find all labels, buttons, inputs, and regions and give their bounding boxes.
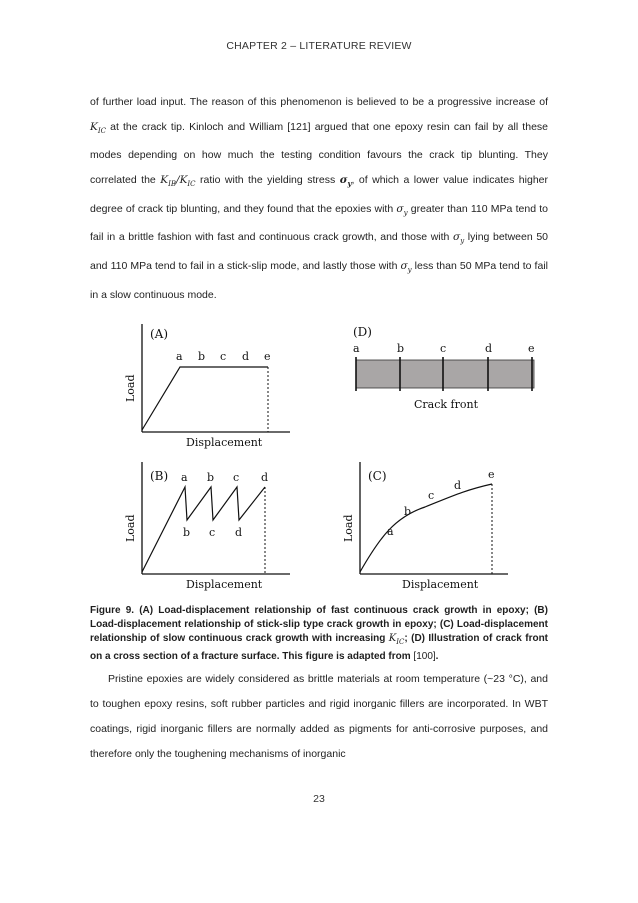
text-run: greater than 110 MPa tend to fail in a brittle fashion with fast and continuous crack growth, and those with (90, 202, 549, 244)
body-paragraph-1 (90, 90, 548, 307)
math-slash: / (176, 173, 180, 186)
panel-a-label-d: d (242, 350, 250, 363)
text-run: , of which a lower value indicates higher degree of crack tip blunting, and they found that the epoxies with (90, 173, 548, 215)
math-sigma-y: $\sigma_y$ (400, 259, 412, 275)
crack-front-label: Crack front (414, 398, 479, 411)
panel-b-label-b-bottom: b (183, 526, 191, 539)
panel-a-label-a: a (176, 350, 183, 363)
text-run: ratio with the yielding stress (195, 173, 340, 186)
panel-a-tag: (A) (150, 327, 169, 341)
panel-d-label-a: a (353, 342, 360, 355)
figure-9-svg (90, 312, 548, 597)
panel-c-label-c: c (428, 489, 435, 502)
panel-d (353, 325, 535, 411)
panel-b-label-d-top: d (261, 471, 269, 484)
panel-c-tag: (C) (368, 469, 387, 483)
panel-b-tag: (B) (150, 469, 169, 483)
panel-b-label-b-top: b (207, 471, 215, 484)
panel-a-label-b: b (198, 350, 206, 363)
panel-c-label-a: a (387, 525, 394, 538)
panel-a-label-c: c (220, 350, 227, 363)
figure-9 (90, 312, 548, 597)
crack-front-bar (356, 360, 534, 388)
math-sigma-y: $\sigma_y$ (453, 231, 465, 246)
panel-c-label-d: d (454, 479, 462, 492)
caption-text: ; (D) Illustration of crack front on a cross section of a fracture surface. This figure is adapted from (90, 633, 549, 662)
panel-b-ylabel: Load (124, 514, 137, 542)
caption-text: . (435, 650, 439, 662)
math-k-ic: $K_{IC}$ (90, 120, 106, 135)
panel-c-xlabel: Displacement (402, 578, 479, 591)
panel-b-label-a: a (181, 471, 188, 484)
panel-a-xlabel: Displacement (186, 436, 263, 449)
caption-math-k-ic: $K_{IC}$ (388, 633, 405, 647)
text-run: of further load input. The reason of this phenomenon is believed to be a progressive increase of (90, 96, 548, 108)
paragraph-2-text: Pristine epoxies are widely considered as brittle materials at room temperature (~23 °C), and to toughen epoxy resins, soft rubber particles and rigid inorganic fillers are incorporated. In WBT coatings, rigid inorganic fillers are normally added as pigments for anti-corrosive purposes, and therefore only the toughening mechanisms of inorganic (90, 673, 548, 760)
panel-c-label-b: b (404, 505, 412, 518)
figure-caption (90, 604, 548, 664)
panel-b (124, 462, 290, 591)
panel-a (124, 324, 290, 449)
math-k-ib: $K_{IB}$ (160, 173, 177, 188)
body-paragraph-2 (90, 667, 548, 767)
page-number: 23 (313, 793, 325, 805)
panel-a-label-e: e (264, 350, 271, 363)
panel-b-label-c-top: c (233, 471, 240, 484)
math-sigma-y: $\sigma_y$ (396, 202, 408, 217)
panel-b-label-d-bottom: d (235, 526, 243, 539)
panel-c-curve (360, 484, 492, 572)
panel-d-label-d: d (485, 342, 493, 355)
panel-c-label-e: e (488, 468, 495, 481)
panel-c-ylabel: Load (342, 514, 355, 542)
panel-d-label-b: b (397, 342, 405, 355)
panel-a-ylabel: Load (124, 374, 137, 402)
panel-b-label-c-bottom: c (209, 526, 216, 539)
panel-c (342, 462, 508, 591)
panel-d-label-e: e (528, 342, 535, 355)
panel-b-xlabel: Displacement (186, 578, 263, 591)
math-k-ic: $K_{IC}$ (179, 173, 196, 188)
text-run: less than 50 MPa tend to fail in a slow continuous mode. (90, 259, 548, 301)
panel-a-curve (142, 367, 268, 430)
math-sigma-y-bold: $\sigma_y$ (339, 173, 352, 188)
text-run: at the crack tip. Kinloch and William [121] argued that one epoxy resin can fail by all these modes depending on how much the testing condition favours the crack tip blunting. They correlated the (90, 120, 548, 186)
chapter-header: CHAPTER 2 – LITERATURE REVIEW (226, 40, 412, 52)
caption-reference: [100] (413, 650, 436, 662)
panel-b-curve (142, 487, 265, 572)
text-run: lying between 50 and 110 MPa tend to fail in a stick-slip mode, and lastly those with (90, 231, 549, 272)
panel-d-tag: (D) (353, 325, 372, 339)
panel-d-label-c: c (440, 342, 447, 355)
caption-text: Figure 9. (A) Load-displacement relationship of fast continuous crack growth in epoxy; (B) Load-displacement relationship of stick-slip type crack growth in epoxy; (C) Load-displacement relationship of slow continuous crack growth with increasing (90, 605, 548, 645)
